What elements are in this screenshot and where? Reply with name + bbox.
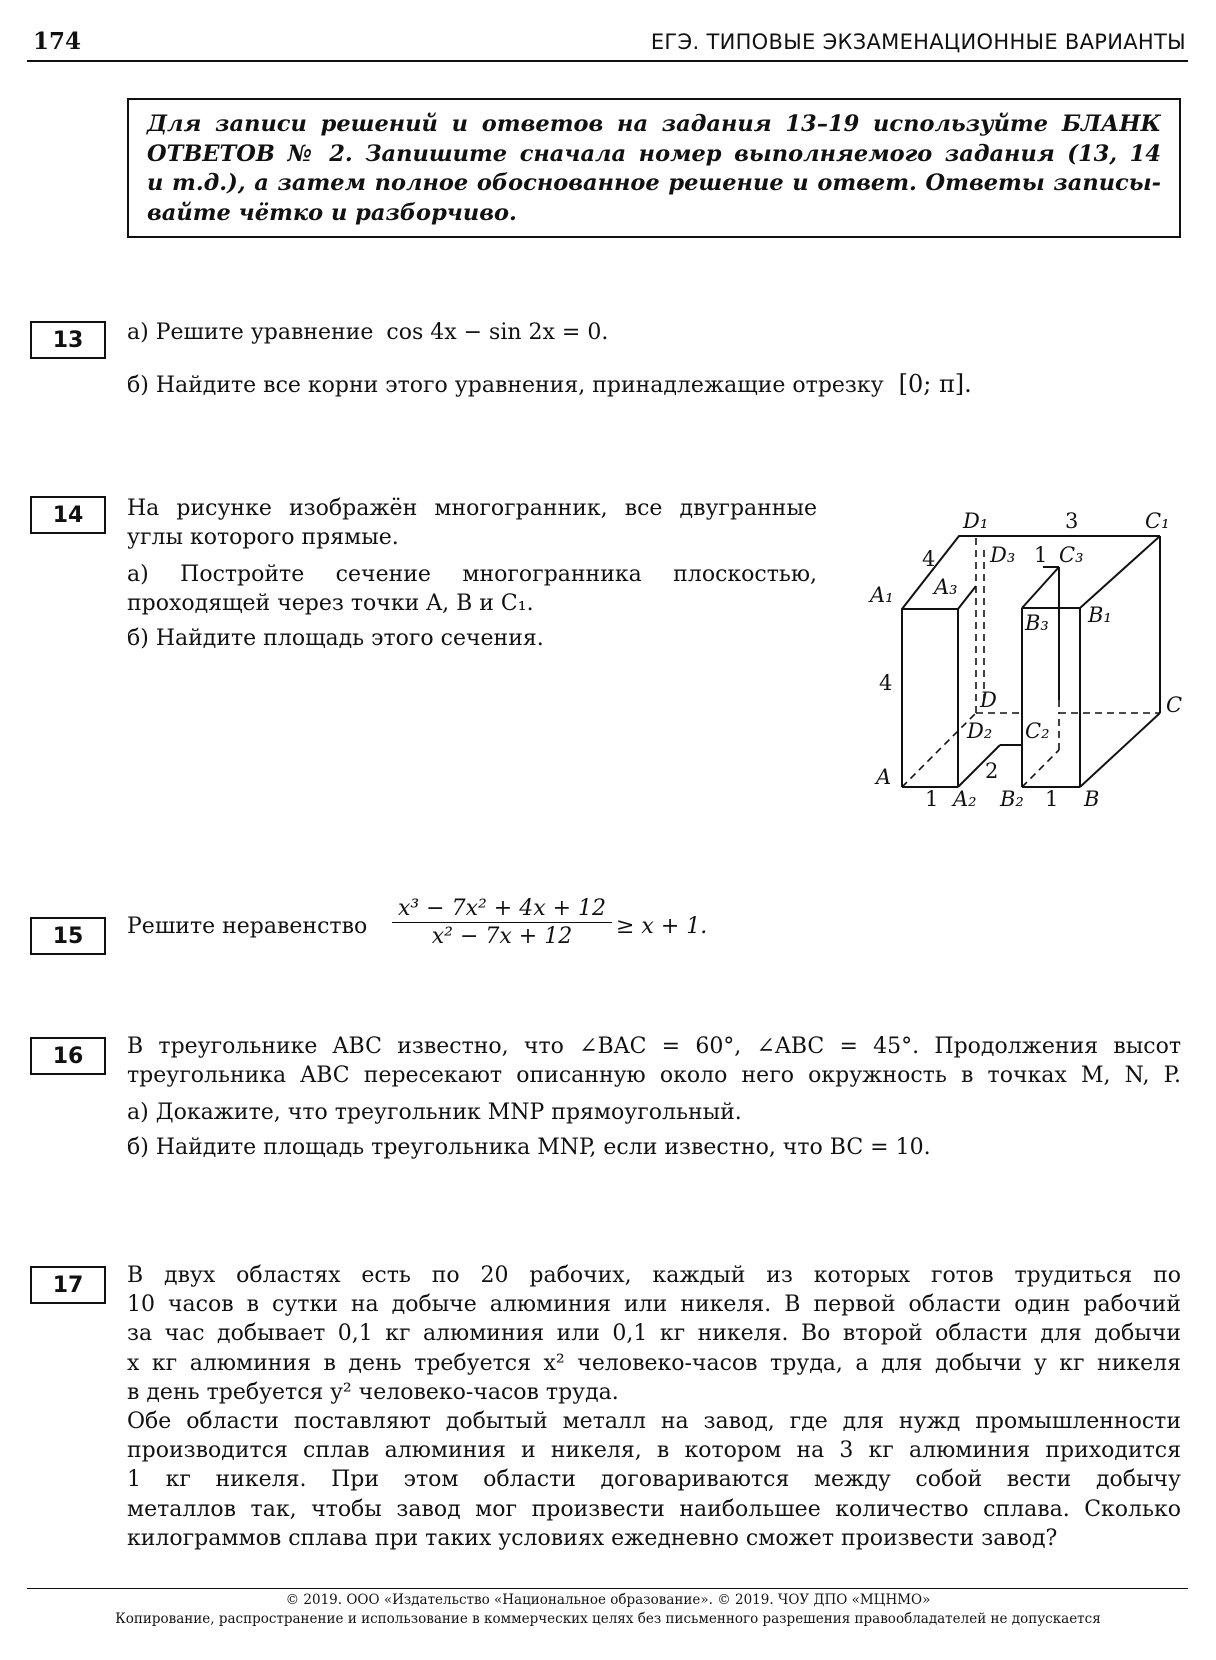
task-number-16: 16	[30, 1037, 106, 1075]
task17-line: производится сплав алюминия и никеля, в котором на 3 кг алюминия приходится	[127, 1438, 1181, 1464]
page-number: 174	[33, 28, 82, 55]
polyhedron-figure	[860, 500, 1190, 820]
task16-line: треугольника ABC пересекают описанную около него окружность в точках M, N, P.	[127, 1063, 1181, 1088]
task-number-17: 17	[30, 1266, 106, 1304]
edge-b1-c1	[1080, 536, 1160, 608]
task15-rhs: ≥ x + 1.	[616, 914, 708, 939]
label-d3: D₃	[990, 543, 1016, 567]
instructions-line: вайте чётко и разборчиво.	[147, 199, 517, 226]
footer-divider	[27, 1588, 1188, 1589]
header-divider	[27, 60, 1188, 62]
label-d1: D₁	[963, 509, 989, 533]
task17-line: в день требуется y² человеко-часов труда.	[127, 1379, 619, 1405]
label-len-gap: 2	[985, 759, 999, 783]
label-c2: C₂	[1025, 719, 1050, 743]
task-number-14: 14	[30, 496, 106, 534]
task14-line: проходящей через точки A, B и C₁.	[127, 591, 534, 616]
task16-line: а) Докажите, что треугольник MNP прямоугольный.	[127, 1100, 742, 1125]
task-number-13: 13	[30, 321, 106, 359]
task13-b-text: б) Найдите все корни этого уравнения, принадлежащие отрезку	[127, 373, 884, 398]
task16-line: В треугольнике ABC известно, что ∠BAC = 60°, ∠ABC = 45°. Продолжения высот	[127, 1034, 1181, 1059]
task13-part-b	[127, 370, 972, 400]
instructions-box	[127, 98, 1181, 238]
task13-a-prefix: а) Решите уравнение	[127, 320, 374, 345]
task13-b-interval: [0; π].	[898, 370, 972, 398]
label-len-top: 3	[1065, 509, 1079, 533]
edge-c-b	[1080, 713, 1160, 787]
label-a: A	[876, 765, 892, 789]
label-len-bottom-left: 1	[925, 787, 939, 811]
task16-text	[127, 1032, 1181, 1162]
label-a1: A₁	[870, 583, 894, 607]
task17-line: Обе области поставляют добытый металл на завод, где для нужд промышленности	[127, 1408, 1181, 1434]
footer-notice: Копирование, распространение и использование в коммерческих целях без письменного разрешения правообладателей не допускается	[115, 1611, 1101, 1627]
running-title: ЕГЭ. ТИПОВЫЕ ЭКЗАМЕНАЦИОННЫЕ ВАРИАНТЫ	[650, 30, 1186, 54]
task14-text	[127, 494, 817, 653]
task15-denominator: x² − 7x + 12	[431, 924, 573, 949]
task-number-15: 15	[30, 917, 106, 955]
task14-line: а) Постройте сечение многогранника плоскостью,	[127, 562, 817, 587]
label-a3: A₃	[934, 575, 958, 599]
label-d2: D₂	[967, 719, 993, 743]
task17-line: металлов так, чтобы завод мог произвести наибольшее количество сплава. Сколько	[127, 1496, 1181, 1522]
task17-line: за час добывает 0,1 кг алюминия или 0,1 кг никеля. Во второй области для добычи	[127, 1321, 1181, 1347]
task16-line: б) Найдите площадь треугольника MNP, если известно, что BC = 10.	[127, 1135, 931, 1160]
task14-line: На рисунке изображён многогранник, все двугранные	[127, 496, 817, 521]
label-len-side: 4	[922, 547, 936, 571]
hidden-edge-b2-c2	[1022, 750, 1059, 787]
task14-line: б) Найдите площадь этого сечения.	[127, 626, 544, 651]
label-len-small: 1	[1034, 543, 1048, 567]
task17-line: x кг алюминия в день требуется x² человеко-часов труда, а для добычи y кг никеля	[127, 1350, 1181, 1376]
task15-fraction	[392, 896, 612, 949]
label-b3: B₃	[1025, 611, 1049, 635]
instructions-line: и т.д.), а затем полное обоснованное решение и ответ. Ответы записы-	[147, 170, 1161, 196]
label-b: B	[1084, 787, 1100, 811]
label-d: D	[980, 688, 997, 712]
label-len-height: 4	[879, 671, 893, 695]
task15-numerator: x³ − 7x² + 4x + 12	[392, 896, 612, 923]
task15-prefix: Решите неравенство	[127, 914, 368, 939]
task13-part-a	[127, 318, 608, 347]
task13-a-equation: cos 4x − sin 2x = 0.	[386, 320, 609, 345]
edge-b3-c3	[1022, 567, 1059, 608]
task17-text	[127, 1261, 1181, 1553]
hidden-edge-a-d	[902, 713, 976, 787]
label-c1: C₁	[1145, 509, 1170, 533]
edge-a3-top	[958, 586, 976, 609]
label-c3: C₃	[1059, 543, 1084, 567]
label-b1: B₁	[1088, 603, 1112, 627]
task17-line: 10 часов в сутки на добыче алюминия или никеля. В первой области один рабочий	[127, 1292, 1181, 1318]
label-c: C	[1166, 693, 1183, 717]
label-a2: A₂	[953, 787, 977, 811]
instructions-line: ОТВЕТОВ № 2. Запишите сначала номер выполняемого задания (13, 14	[147, 140, 1161, 167]
task17-line: килограммов сплава при таких условиях ежедневно сможет произвести завод?	[127, 1525, 1058, 1551]
task14-line: углы которого прямые.	[127, 525, 399, 550]
label-len-bottom-right: 1	[1045, 787, 1059, 811]
instructions-line: Для записи решений и ответов на задания 13–19 используйте БЛАНК	[147, 111, 1161, 137]
footer-copyright: © 2019. ООО «Издательство «Национальное образование». © 2019. ЧОУ ДПО «МЦНМО»	[285, 1592, 931, 1608]
task17-line: 1 кг никеля. При этом области договариваются между собой вести добычу	[127, 1467, 1181, 1493]
label-b2: B₂	[1000, 787, 1024, 811]
task17-line: В двух областях есть по 20 рабочих, каждый из которых готов трудиться по	[127, 1263, 1181, 1288]
